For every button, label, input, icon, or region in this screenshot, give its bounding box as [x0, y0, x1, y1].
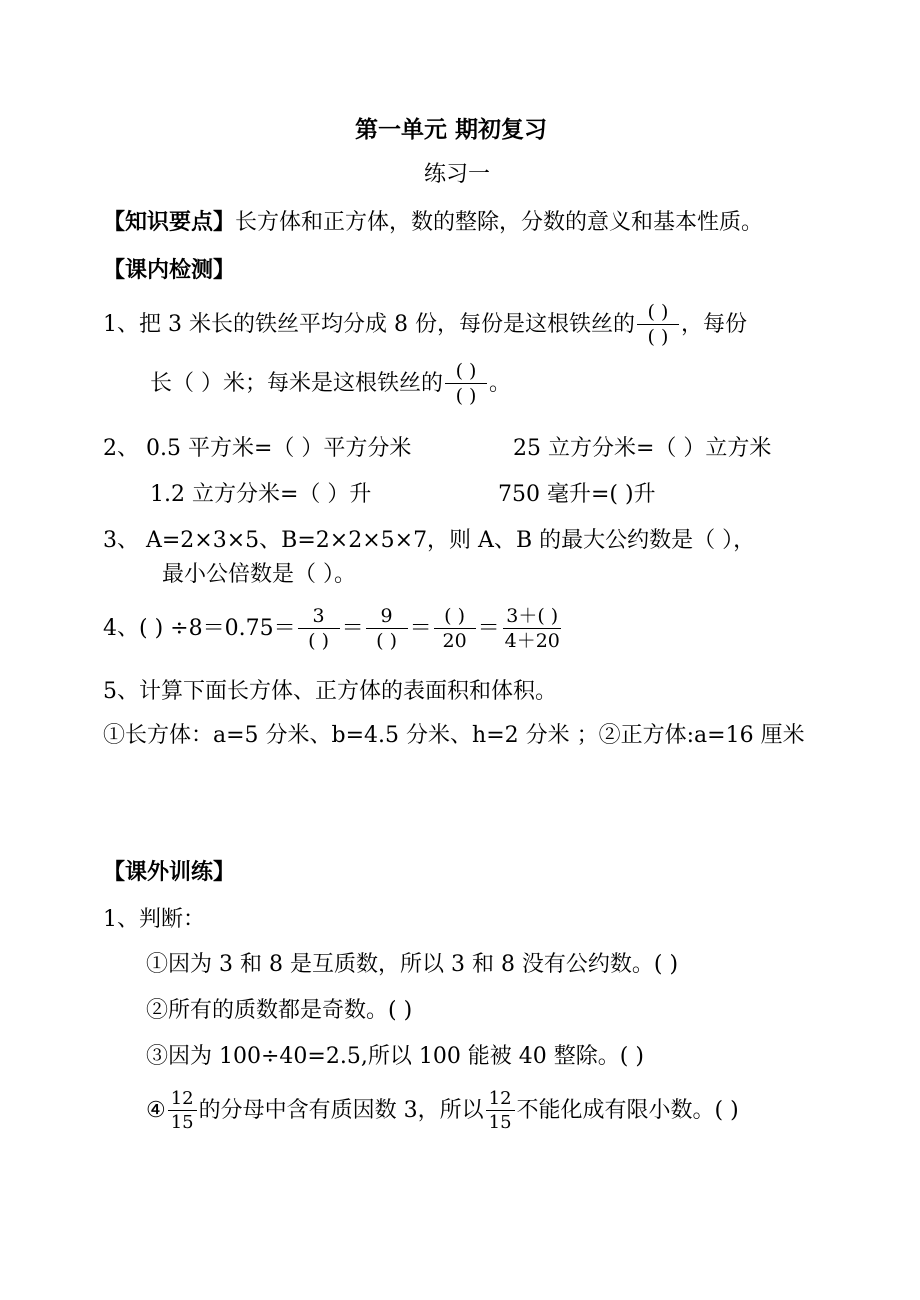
q3-line-2: 最小公倍数是（ ）。 [162, 562, 356, 587]
q4-fraction-3 [434, 607, 476, 651]
fraction-numerator: ( ) [434, 607, 476, 629]
question-1-line-2 [150, 362, 511, 406]
section-in-class: 【课内检测】 [103, 258, 236, 283]
key-points [103, 210, 763, 236]
judge-item-4-text-b: 的分母中含有质因数 3，所以 [198, 1098, 484, 1123]
q2-line-2b: 750 毫升=( )升 [498, 482, 656, 507]
section-out-class: 【课外训练】 [103, 860, 236, 885]
fraction-numerator: 12 [168, 1090, 197, 1111]
q4-fraction-4 [502, 607, 563, 651]
fraction-numerator: 3 [298, 607, 340, 629]
fraction-numerator: 3＋( ) [503, 607, 561, 629]
q3-line-1: 3、 A=2×3×5、B=2×2×5×7，则 A、B 的最大公约数是（ ）， [103, 528, 756, 553]
judge-item-3: ③因为 100÷40=2.5,所以 100 能被 40 整除。( ) [146, 1044, 644, 1069]
judge-item-4-fraction-1 [168, 1090, 197, 1132]
q2-line-1b: 25 立方分米=（ ）立方米 [513, 436, 772, 461]
fraction-numerator: ( ) [445, 362, 487, 384]
judge-item-4-marker: ④ [146, 1098, 166, 1123]
fraction-numerator: 9 [366, 607, 408, 629]
fraction-denominator: 15 [170, 1112, 194, 1133]
fraction-denominator: ( ) [376, 630, 398, 652]
judge-item-4-fraction-2 [486, 1090, 515, 1132]
judge-item-1: ①因为 3 和 8 是互质数，所以 3 和 8 没有公约数。( ) [146, 952, 679, 977]
q4-prefix: 4、( ) ÷8＝0.75＝ [103, 616, 296, 641]
page-title: 第一单元 期初复习 [355, 117, 548, 143]
judge-item-2: ②所有的质数都是奇数。( ) [146, 998, 413, 1023]
fraction-numerator: 12 [486, 1090, 515, 1111]
q1-text-d: 。 [489, 371, 512, 396]
equals-sign: ＝ [409, 616, 432, 641]
q1-fraction-blank-1 [637, 303, 679, 347]
q4-fraction-1 [298, 607, 340, 651]
key-points-text: 长方体和正方体，数的整除，分数的意义和基本性质。 [235, 210, 764, 235]
q5-line-1: 5、计算下面长方体、正方体的表面积和体积。 [103, 679, 557, 704]
fraction-denominator: 20 [442, 630, 467, 652]
q1-text-c: 长（ ）米；每米是这根铁丝的 [150, 371, 443, 396]
equals-sign: ＝ [341, 616, 364, 641]
q1-text-b: ，每份 [680, 312, 747, 337]
q2-line-2a: 1.2 立方分米=（ ）升 [150, 482, 372, 507]
q1-text-a: 1、把 3 米长的铁丝平均分成 8 份，每份是这根铁丝的 [103, 312, 635, 337]
fraction-denominator: 15 [488, 1112, 512, 1133]
q2-line-1a: 2、 0.5 平方米=（ ）平方分米 [103, 436, 412, 461]
q1-fraction-blank-2 [445, 362, 487, 406]
judge-item-4-text-c: 不能化成有限小数。( ) [516, 1098, 739, 1123]
fraction-denominator: ( ) [647, 326, 669, 348]
judge-item-4 [146, 1090, 739, 1132]
q5-line-2: ①长方体：a=5 分米、b=4.5 分米、h=2 分米 ；②正方体:a=16 厘米 [103, 723, 805, 748]
judge-title: 1、判断： [103, 907, 205, 932]
key-points-label: 【知识要点】 [103, 210, 236, 235]
subtitle: 练习一 [424, 162, 491, 187]
fraction-numerator: ( ) [637, 303, 679, 325]
fraction-denominator: 4＋20 [504, 630, 560, 652]
question-1-line-1 [103, 303, 747, 347]
fraction-denominator: ( ) [455, 385, 477, 407]
fraction-denominator: ( ) [308, 630, 330, 652]
q4-fraction-2 [366, 607, 408, 651]
equals-sign: ＝ [477, 616, 500, 641]
question-4 [103, 607, 565, 651]
